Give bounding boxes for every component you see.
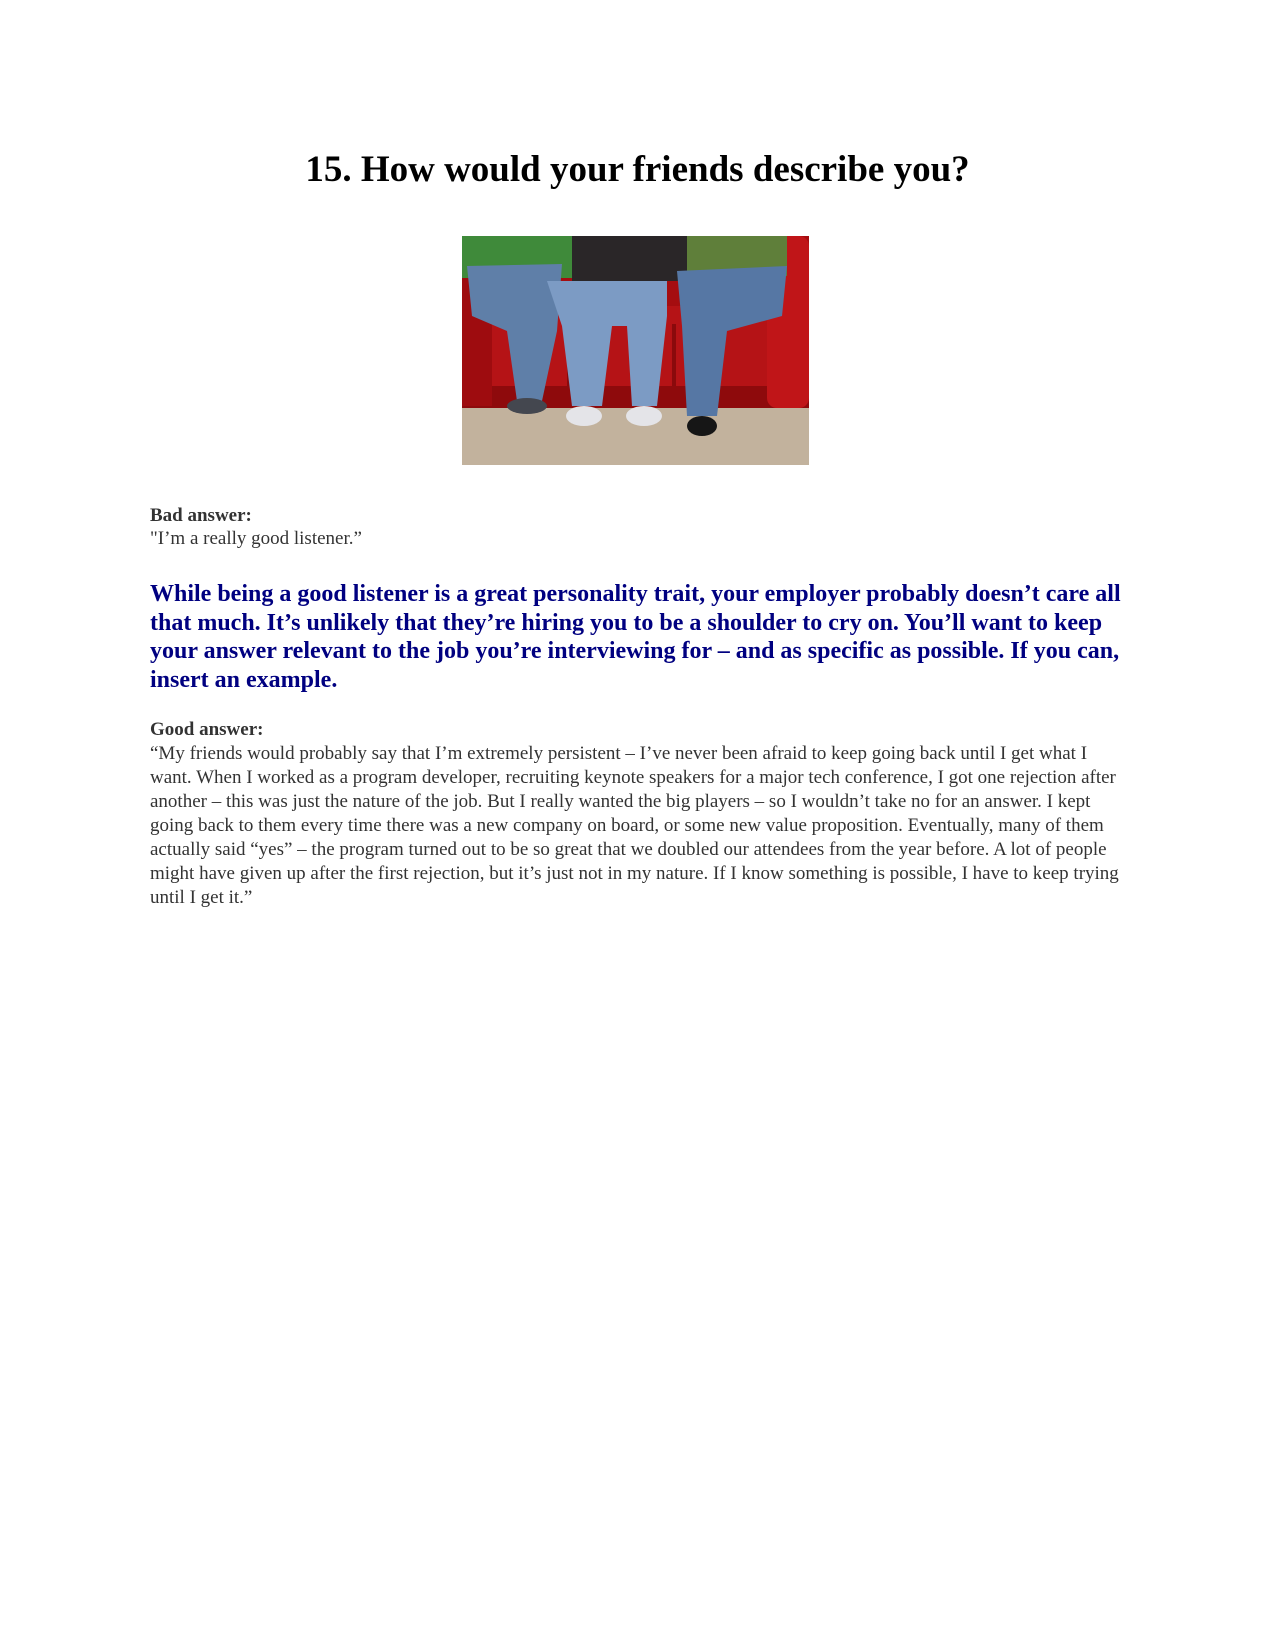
bad-answer-text: "I’m a really good listener.” (150, 528, 362, 549)
bad-answer-label: Bad answer: (150, 505, 252, 526)
commentary-paragraph: While being a good listener is a great personality trait, your employer probably doesn’t care all that much. It’s unlikely that they’re hiring you to be a shoulder to cry on. You’ll want to keep your answer relevant to the job you’re interviewing for – and as specific as possible. If you can, insert an example. (150, 581, 1121, 693)
page-title: 15. How would your friends describe you? (305, 149, 970, 190)
good-answer-text: “My friends would probably say that I’m extremely persistent – I’ve never been afraid to keep going back until I get what I want. When I worked as a program developer, recruiting keynote speakers for a major tech conference, I got one rejection after another – this was just the nature of the job. But I really wanted the big players – so I wouldn’t take no for an answer. I kept going back to them every time there was a new company on board, or some new value proposition. Eventually, many of them actually said “yes” – the program turned out to be so great that we doubled our attendees from the year before. A lot of people might have given up after the first rejection, but it’s just not in my nature. If I know something is possible, I have to keep trying until I get it.” (150, 743, 1119, 908)
photo-friends-on-red-couch-icon (462, 236, 809, 465)
good-answer-label: Good answer: (150, 719, 264, 740)
